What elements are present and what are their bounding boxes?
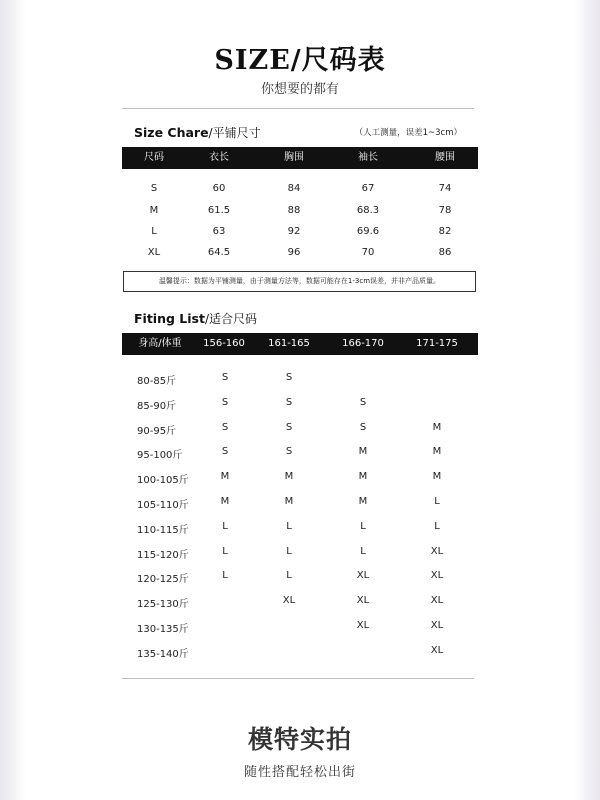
size-label: S <box>150 183 158 194</box>
divider-top <box>122 108 474 109</box>
size-chart-cell: 64.5 <box>207 247 231 258</box>
fitting-size-cell: XL <box>430 570 444 582</box>
weight-label: 135-140斤 <box>137 648 189 660</box>
fitting-size-cell: XL <box>282 595 296 607</box>
size-chart-cell: 92 <box>287 226 301 237</box>
fitting-size-cell: S <box>359 421 367 433</box>
fitting-size-cell: XL <box>430 644 444 656</box>
warm-tip-box: 温馨提示：数据为平铺测量，由于测量方法等，数据可能存在1-3cm误差，并非产品质量。 <box>123 271 476 292</box>
fitting-size-cell: M <box>220 496 230 507</box>
fitting-col-header: 166-170 <box>342 338 384 349</box>
divider-bottom <box>122 678 474 679</box>
fitting-size-cell: M <box>358 471 368 483</box>
fitting-size-cell: L <box>434 520 440 532</box>
fitting-size-cell: XL <box>356 595 370 607</box>
fitting-size-cell: S <box>221 396 229 408</box>
size-chart-cell: 63 <box>212 226 226 237</box>
weight-label: 110-115斤 <box>137 524 189 536</box>
fitting-size-cell: M <box>358 496 368 507</box>
fitting-size-cell: S <box>359 396 367 408</box>
weight-label: 95-100斤 <box>137 450 183 462</box>
model-photos-title: 模特实拍 <box>247 725 352 754</box>
weight-label: 80-85斤 <box>137 376 177 387</box>
size-chart-col-header: 袖长 <box>358 152 378 163</box>
size-chart-header-bar <box>122 147 478 169</box>
fitting-size-cell: XL <box>356 620 370 631</box>
fitting-col-header: 161-165 <box>268 338 310 349</box>
fitting-size-cell: S <box>221 421 229 433</box>
fitting-list-heading-cn: /适合尺码 <box>204 312 257 326</box>
fitting-size-cell: S <box>285 421 293 433</box>
size-chart-heading-cn: /平铺尺寸 <box>208 126 261 140</box>
size-chart-cell: 86 <box>438 247 452 258</box>
fitting-list-heading <box>134 310 257 327</box>
fitting-size-cell: M <box>358 446 368 458</box>
fitting-col-header: 156-160 <box>203 338 245 349</box>
weight-label: 90-95斤 <box>137 425 177 437</box>
size-chart-cell: 60 <box>212 183 226 194</box>
size-chart-cell: 69.6 <box>356 226 380 237</box>
size-chart-cell: 78 <box>438 205 452 216</box>
fitting-size-cell: L <box>286 520 292 532</box>
size-label: XL <box>147 247 161 258</box>
fitting-size-cell: M <box>432 471 442 483</box>
size-chart-heading-en: Size Chare <box>134 125 209 140</box>
size-chart-col-header: 尺码 <box>144 152 164 163</box>
fitting-size-cell: S <box>285 446 293 458</box>
fitting-size-cell: S <box>285 396 293 408</box>
fitting-size-cell: S <box>285 372 293 383</box>
fitting-size-cell: S <box>221 372 229 383</box>
weight-label: 130-135斤 <box>137 624 189 635</box>
fitting-size-cell: L <box>286 570 292 582</box>
weight-label: 100-105斤 <box>137 475 189 487</box>
fitting-size-cell: XL <box>356 570 370 582</box>
fitting-size-cell: M <box>432 421 442 433</box>
fitting-size-cell: M <box>284 496 294 507</box>
size-chart-cell: 74 <box>438 183 452 194</box>
size-chart-cell: 82 <box>438 226 452 237</box>
fitting-col-header: 171-175 <box>416 338 458 349</box>
fitting-size-cell: L <box>360 520 366 532</box>
page-subtitle: 你想要的都有 <box>260 82 339 97</box>
fitting-size-cell: XL <box>430 595 444 607</box>
size-chart-cell: 88 <box>287 205 301 216</box>
fitting-size-cell: M <box>432 446 442 458</box>
weight-label: 105-110斤 <box>137 500 189 511</box>
size-chart-cell: 61.5 <box>207 205 231 216</box>
fitting-col-header: 身高/体重 <box>138 338 182 349</box>
weight-label: 115-120斤 <box>137 549 189 561</box>
model-photos-subtitle: 随性搭配轻松出街 <box>243 765 356 780</box>
fitting-size-cell: L <box>222 545 228 557</box>
fitting-size-cell: L <box>434 496 440 507</box>
size-label: M <box>149 205 159 216</box>
fitting-list-heading-en: Fiting List <box>134 311 205 326</box>
fitting-list-header-bar <box>122 333 478 355</box>
size-chart-cell: 84 <box>287 183 301 194</box>
size-chart-col-header: 腰围 <box>435 152 455 163</box>
size-label: L <box>151 226 157 237</box>
size-chart-cell: 70 <box>361 247 375 258</box>
size-chart-cell: 96 <box>287 247 301 258</box>
weight-label: 125-130斤 <box>137 599 189 611</box>
weight-label: 120-125斤 <box>137 574 189 586</box>
fitting-size-cell: L <box>222 570 228 582</box>
fitting-size-cell: S <box>221 446 229 458</box>
fitting-size-cell: L <box>222 520 228 532</box>
fitting-size-cell: XL <box>430 620 444 631</box>
measurement-note: （人工测量，误差1~3cm） <box>354 128 462 138</box>
size-chart-col-header: 衣长 <box>209 152 229 163</box>
size-chart-cell: 67 <box>361 183 375 194</box>
weight-label: 85-90斤 <box>137 400 177 412</box>
page-title: SIZE/尺码表 <box>214 45 386 76</box>
fitting-size-cell: XL <box>430 545 444 557</box>
fitting-size-cell: M <box>284 471 294 483</box>
fitting-size-cell: L <box>286 545 292 557</box>
size-chart-cell: 68.3 <box>356 205 380 216</box>
fitting-size-cell: M <box>220 471 230 483</box>
size-chart-heading <box>134 124 261 141</box>
fitting-size-cell: L <box>360 545 366 557</box>
size-chart-col-header: 胸围 <box>284 152 304 163</box>
